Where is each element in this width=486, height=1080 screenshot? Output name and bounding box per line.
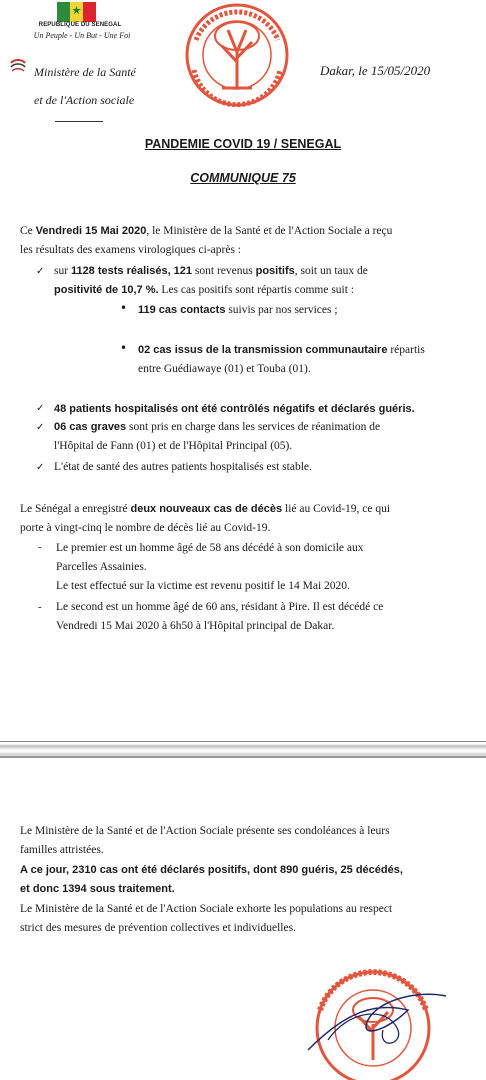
ministry-name-line1: Ministère de la Santé [34,65,136,79]
graves-line1 [54,418,380,437]
graves-line2: l'Hôpital de Fann (01) et de l'Hôpital Principal (05). [54,440,293,452]
document-date: Dakar, le 15/05/2020 [320,63,431,78]
official-stamp-signature-icon [298,960,448,1080]
positivity-rate: positivité de 10,7 %. [54,284,159,296]
deces-intro-a: Le Sénégal a enregistré [20,503,131,515]
bilan-line1: A ce jour, 2310 cas ont été déclarés positifs, dont 890 guéris, 25 décédés, [20,864,403,876]
dash-marker: - [38,541,42,553]
header-divider [55,121,103,122]
tests-revenus: sont revenus [192,265,256,277]
deces-intro-line1 [20,500,390,519]
deces1-line1: Le premier est un homme âgé de 58 ans décédé à son domicile aux [56,542,364,554]
contacts-rest: suivis par nos services ; [225,304,338,316]
flag-star-icon: ★ [71,5,82,17]
flag-red-band [83,2,96,22]
communautaire-line1 [138,341,425,360]
senegal-flag-icon [57,2,96,22]
condoleances-line1: Le Ministère de la Santé et de l'Action Sociale présente ses condoléances à leurs [20,825,390,837]
dash-marker: - [38,601,42,613]
intro-rest: , le Ministère de la Santé et de l'Action Sociale a reçu [146,225,393,237]
intro-line2: les résultats des examens virologiques ci-après : [20,244,241,256]
check-icon: ✓ [36,462,45,473]
check-icon: ✓ [36,422,45,433]
deces-intro-line2: porte à vingt-cinq le nombre de décès lié au Covid-19. [20,522,271,534]
intro-ce: Ce [20,225,36,237]
contacts-line [138,301,338,320]
deces2-line2: Vendredi 15 Mai 2020 à 6h50 à l'Hôpital principal de Dakar. [56,620,335,632]
republic-label: REPUBLIQUE DU SENEGAL [38,22,122,28]
deces2-line1: Le second est un homme âgé de 60 ans, résidant à Pire. Il est décédé ce [56,601,384,613]
condoleances-line2: familles attristées. [20,844,104,856]
exhorte-line1: Le Ministère de la Santé et de l'Action Sociale exhorte les populations au respect [20,903,393,915]
flag-green-band [57,2,70,22]
check-icon: ✓ [36,266,45,277]
deces-count: deux nouveaux cas de décès [130,503,283,515]
tests-count: 1128 tests réalisés, 121 [70,265,193,277]
graves-rest: sont pris en charge dans les services de réanimation de [126,421,381,433]
intro-line1 [20,222,392,241]
stable-line: L'état de santé des autres patients hospitalisés est stable. [54,461,312,473]
tests-taux: , soit un taux de [294,265,368,277]
contacts-count: 119 cas contacts [138,304,226,316]
ministry-name-line2: et de l'Action sociale [34,93,135,107]
deces-intro-b: lié au Covid-19, ce qui [282,503,391,515]
deces1-line2: Parcelles Assainies. [56,561,147,573]
tests-line1 [54,262,368,281]
check-icon: ✓ [36,403,45,414]
gueris-line: 48 patients hospitalisés ont été contrôlés négatifs et déclarés guéris. [54,403,415,415]
tests-sur: sur [54,265,71,277]
tests-positifs: positifs [255,265,295,277]
communique-number: COMMUNIQUE 75 [190,171,296,185]
tests-line2 [54,281,354,300]
communautaire-rest: répartis [387,344,425,356]
exhorte-line2: strict des mesures de prévention collectives et individuelles. [20,922,296,934]
tests-repartis: Les cas positifs sont répartis comme suit : [158,284,355,296]
document-title: PANDEMIE COVID 19 / SENEGAL [144,137,342,151]
intro-day: Vendredi 15 Mai 2020 [35,225,147,237]
ministry-logo-icon [8,58,28,76]
bilan-line2: et donc 1394 sous traitement. [20,883,175,895]
communautaire-line2: entre Guédiawaye (01) et Touba (01). [138,363,311,375]
page-break-line [0,741,486,742]
bullet-icon: • [120,301,128,315]
flag-yellow-band [70,2,83,22]
national-motto: Un Peuple - Un But - Une Foi [33,31,131,40]
ministry-seal-stamp-icon [182,0,292,115]
bullet-icon: • [120,341,128,355]
communautaire-count: 02 cas issus de la transmission communautaire [138,344,388,356]
page-break-line [0,756,486,758]
deces1-line3: Le test effectué sur la victime est revenu positif le 14 Mai 2020. [56,580,350,592]
graves-count: 06 cas graves [54,421,127,433]
